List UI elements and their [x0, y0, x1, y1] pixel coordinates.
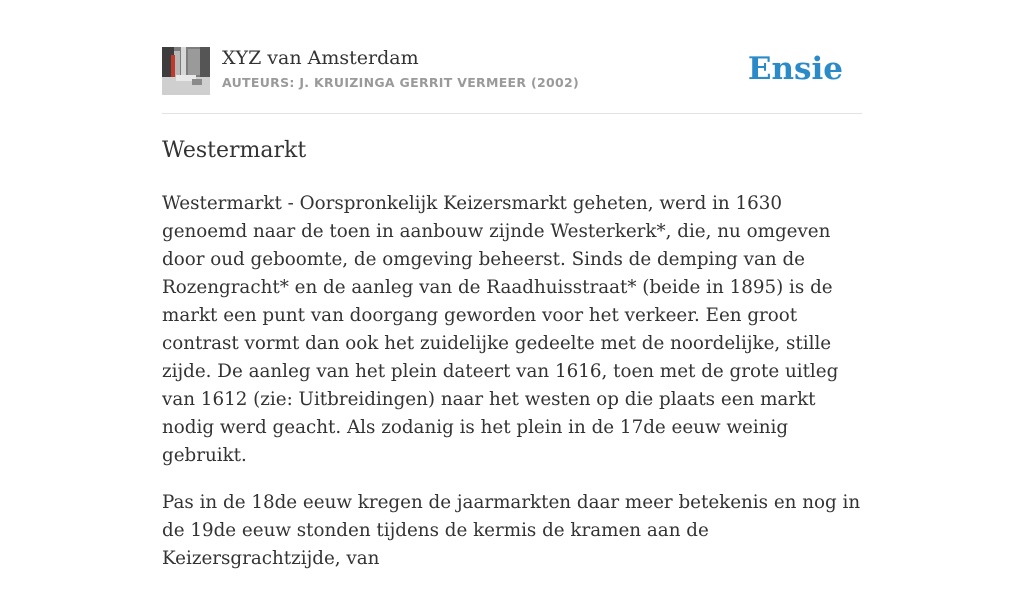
article-title: Westermarkt — [162, 138, 307, 163]
street-photo-icon[interactable] — [162, 47, 210, 95]
article-body — [162, 190, 862, 592]
authors-line: AUTEURS: J. KRUIZINGA GERRIT VERMEER (2002) — [222, 75, 579, 90]
article-paragraph: Westermarkt - Oorspronkelijk Keizersmarkt geheten, werd in 1630 genoemd naar de toen in aanbouw zijnde Westerkerk*, die, nu omgeven door oud geboomte, de omgeving beheerst. Sinds de demping van de Rozengracht* en de aanleg van de Raadhuisstraat* (beide in 1895) is de markt een punt van doorgang geworden voor het verkeer. Een groot contrast vormt dan ook het zuidelijke gedeelte met de noordelijke, stille zijde. De aanleg van het plein dateert van 1616, toen met de grote uitleg van 1612 (zie: Uitbreidingen) naar het westen op die plaats een markt nodig werd geacht. Als zodanig is het plein in de 17de eeuw weinig gebruikt. — [162, 193, 839, 466]
book-header — [162, 46, 862, 96]
article-paragraph: Pas in de 18de eeuw kregen de jaarmarkten daar meer betekenis en nog in de 19de eeuw stonden tijdens de kermis de kramen aan de Keizersgrachtzijde, van — [162, 492, 861, 569]
book-title[interactable]: XYZ van Amsterdam — [222, 47, 419, 69]
header-divider — [162, 113, 862, 114]
ensie-logo-link[interactable]: Ensie — [747, 51, 843, 87]
